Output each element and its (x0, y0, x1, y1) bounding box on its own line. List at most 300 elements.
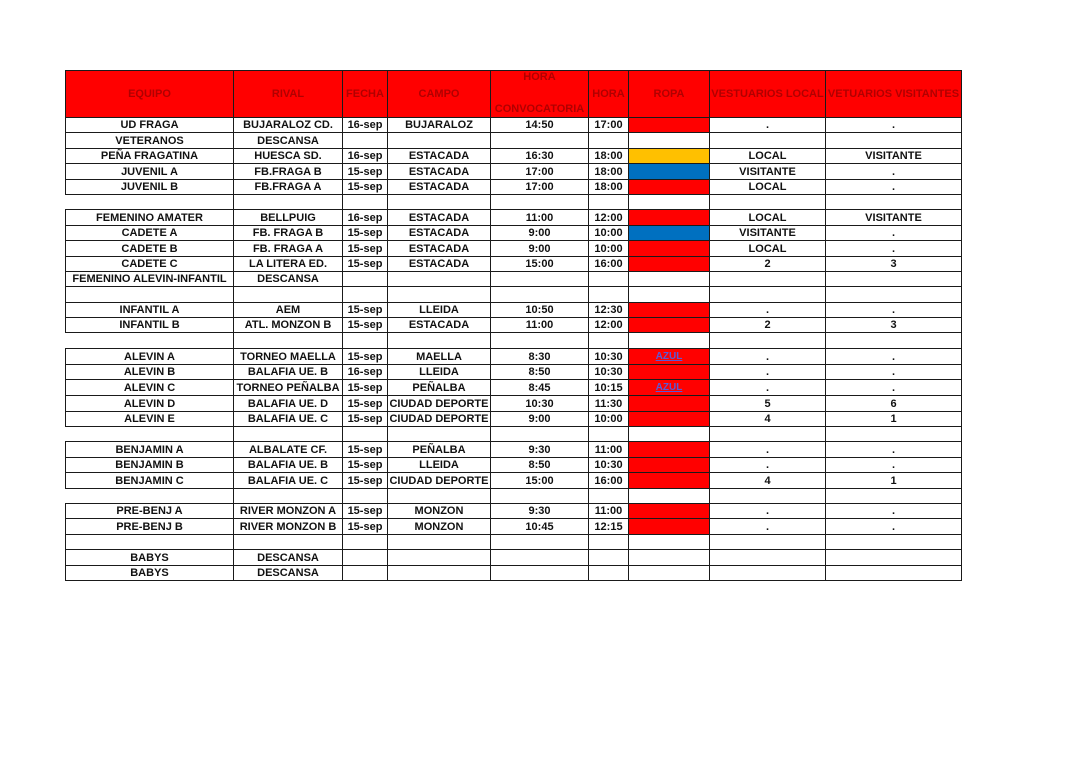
cell-hora (589, 550, 629, 565)
cell-ropa-red-swatch (629, 256, 710, 271)
cell-fecha: 16-sep (343, 210, 388, 225)
cell-vestuarios-visitantes: . (826, 164, 962, 179)
cell-hora: 11:00 (589, 442, 629, 457)
cell-equipo: ALEVIN C (66, 380, 234, 396)
cell-campo: ESTACADA (388, 225, 491, 240)
cell-vestuarios-local: LOCAL (710, 241, 826, 256)
cell-ropa (629, 534, 710, 549)
cell-fecha: 16-sep (343, 364, 388, 379)
cell-hora: 18:00 (589, 148, 629, 163)
cell-equipo (66, 427, 234, 442)
cell-vestuarios-local: VISITANTE (710, 164, 826, 179)
cell-hora-convocatoria: 8:50 (491, 364, 589, 379)
cell-campo: LLEIDA (388, 364, 491, 379)
cell-vestuarios-local: . (710, 503, 826, 518)
cell-ropa-white-swatch (629, 271, 710, 286)
cell-rival: BUJARALOZ CD. (234, 118, 343, 133)
cell-vestuarios-visitantes (826, 427, 962, 442)
cell-vestuarios-visitantes: . (826, 118, 962, 133)
header-fecha: FECHA (343, 71, 388, 118)
header-equipo: EQUIPO (66, 71, 234, 118)
header-campo: CAMPO (388, 71, 491, 118)
cell-ropa-red-swatch (629, 442, 710, 457)
cell-vestuarios-local (710, 133, 826, 148)
table-header (66, 71, 962, 118)
table-row (66, 164, 962, 179)
cell-ropa-red-swatch (629, 302, 710, 317)
cell-vestuarios-local (710, 287, 826, 302)
cell-campo (388, 271, 491, 286)
cell-hora-convocatoria: 9:00 (491, 241, 589, 256)
cell-vestuarios-visitantes: . (826, 503, 962, 518)
cell-vestuarios-local (710, 427, 826, 442)
cell-campo (388, 550, 491, 565)
cell-fecha: 15-sep (343, 396, 388, 411)
cell-hora: 16:00 (589, 473, 629, 488)
table-row (66, 256, 962, 271)
cell-equipo: ALEVIN E (66, 411, 234, 426)
cell-fecha: 15-sep (343, 164, 388, 179)
cell-campo: CIUDAD DEPORTE (389, 397, 489, 410)
table-row (66, 550, 962, 565)
cell-ropa-red-swatch (629, 519, 710, 534)
cell-equipo: BENJAMIN A (66, 442, 234, 457)
cell-rival: ATL. MONZON B (234, 318, 343, 333)
cell-vestuarios-local: . (710, 442, 826, 457)
cell-vestuarios-local: . (710, 380, 826, 396)
cell-ropa-red-swatch (629, 473, 710, 488)
cell-vestuarios-visitantes: . (826, 302, 962, 317)
table-row (66, 473, 962, 488)
table-row (66, 148, 962, 163)
cell-vestuarios-local: . (710, 364, 826, 379)
cell-hora: 12:00 (589, 318, 629, 333)
cell-hora (589, 333, 629, 348)
cell-campo: MAELLA (388, 348, 491, 364)
cell-rival: BALAFIA UE. B (234, 364, 343, 379)
cell-hora-convocatoria: 17:00 (491, 164, 589, 179)
cell-vestuarios-visitantes: . (826, 241, 962, 256)
cell-fecha (343, 287, 388, 302)
cell-equipo: INFANTIL B (66, 318, 234, 333)
cell-vestuarios-visitantes (826, 550, 962, 565)
cell-rival: BALAFIA UE. B (234, 457, 343, 472)
cell-hora: 10:30 (589, 348, 629, 364)
cell-campo: LLEIDA (388, 457, 491, 472)
cell-hora (589, 427, 629, 442)
cell-vestuarios-local: . (710, 519, 826, 534)
cell-fecha: 15-sep (343, 380, 388, 396)
cell-campo (388, 133, 491, 148)
cell-rival (234, 488, 343, 503)
cell-ropa (629, 287, 710, 302)
cell-hora-convocatoria: 16:30 (491, 148, 589, 163)
cell-hora: 10:00 (589, 411, 629, 426)
cell-vestuarios-local: . (710, 302, 826, 317)
cell-ropa (629, 427, 710, 442)
cell-vestuarios-visitantes: 1 (826, 411, 962, 426)
cell-fecha: 15-sep (343, 503, 388, 518)
table-row (66, 503, 962, 518)
header-ropa: ROPA (629, 71, 710, 118)
cell-hora-convocatoria: 10:30 (491, 396, 589, 411)
cell-hora: 12:30 (589, 302, 629, 317)
cell-hora: 10:00 (589, 241, 629, 256)
cell-vestuarios-local (710, 550, 826, 565)
table-row (66, 118, 962, 133)
cell-equipo: BENJAMIN C (66, 473, 234, 488)
cell-rival: ALBALATE CF. (234, 442, 343, 457)
cell-fecha: 15-sep (343, 256, 388, 271)
cell-ropa-red-swatch (629, 411, 710, 426)
cell-vestuarios-visitantes (826, 133, 962, 148)
cell-vestuarios-visitantes (826, 287, 962, 302)
table-row (66, 442, 962, 457)
cell-vestuarios-visitantes: . (826, 380, 962, 396)
cell-vestuarios-local (710, 333, 826, 348)
cell-hora: 18:00 (589, 164, 629, 179)
cell-rival (234, 427, 343, 442)
cell-fecha: 16-sep (343, 118, 388, 133)
cell-fecha (343, 271, 388, 286)
cell-ropa (629, 488, 710, 503)
cell-hora: 16:00 (589, 256, 629, 271)
cell-vestuarios-visitantes: VISITANTE (826, 148, 962, 163)
cell-hora: 12:00 (589, 210, 629, 225)
cell-vestuarios-visitantes: . (826, 179, 962, 194)
cell-vestuarios-local: . (710, 348, 826, 364)
cell-vestuarios-visitantes: . (826, 225, 962, 240)
cell-campo: ESTACADA (388, 318, 491, 333)
cell-rival: TORNEO PEÑALBA (234, 380, 343, 396)
table-row (66, 179, 962, 194)
spacer-row (66, 488, 962, 503)
cell-campo: CIUDAD DEPORTE (389, 474, 489, 487)
cell-hora: 11:30 (589, 396, 629, 411)
cell-ropa-white-swatch (629, 550, 710, 565)
cell-fecha (343, 194, 388, 209)
cell-equipo: CADETE A (66, 225, 234, 240)
cell-rival (234, 194, 343, 209)
cell-hora-convocatoria (491, 550, 589, 565)
cell-fecha: 15-sep (343, 442, 388, 457)
table-row (66, 302, 962, 317)
cell-ropa-red-swatch (629, 380, 710, 396)
cell-fecha: 15-sep (343, 457, 388, 472)
cell-equipo: ALEVIN A (66, 348, 234, 364)
cell-rival (234, 287, 343, 302)
cell-campo: BUJARALOZ (388, 118, 491, 133)
table-row (66, 364, 962, 379)
cell-hora (589, 194, 629, 209)
cell-rival: RIVER MONZON A (234, 503, 343, 518)
table-body (66, 118, 962, 581)
cell-hora-convocatoria (491, 133, 589, 148)
cell-hora (589, 488, 629, 503)
cell-hora-convocatoria (491, 488, 589, 503)
cell-hora (589, 287, 629, 302)
cell-vestuarios-local (710, 565, 826, 580)
cell-vestuarios-visitantes (826, 333, 962, 348)
cell-vestuarios-local (710, 488, 826, 503)
header-hora: HORA (589, 71, 629, 118)
cell-vestuarios-local: 2 (710, 318, 826, 333)
cell-rival: BALAFIA UE. C (234, 473, 343, 488)
cell-rival: AEM (234, 302, 343, 317)
cell-vestuarios-visitantes: 6 (826, 396, 962, 411)
header-vestuarios-visitantes: VETUARIOS VISITANTES (826, 71, 962, 118)
cell-rival: FB.FRAGA B (234, 164, 343, 179)
header-row (66, 71, 962, 118)
cell-equipo: JUVENIL A (66, 164, 234, 179)
cell-ropa-white-swatch (629, 565, 710, 580)
cell-rival (234, 534, 343, 549)
table-row (66, 519, 962, 534)
spacer-row (66, 427, 962, 442)
cell-vestuarios-visitantes (826, 194, 962, 209)
cell-campo: ESTACADA (388, 256, 491, 271)
cell-fecha: 15-sep (343, 473, 388, 488)
cell-equipo (66, 534, 234, 549)
cell-hora-convocatoria: 8:45 (491, 380, 589, 396)
cell-vestuarios-local: 4 (710, 473, 826, 488)
cell-hora-convocatoria: 15:00 (491, 473, 589, 488)
cell-vestuarios-visitantes: . (826, 442, 962, 457)
cell-equipo: PRE-BENJ B (66, 519, 234, 534)
header-hora-convocatoria-line1: HORA (523, 71, 556, 83)
cell-hora-convocatoria: 9:00 (491, 225, 589, 240)
cell-equipo (66, 333, 234, 348)
cell-vestuarios-local: VISITANTE (710, 225, 826, 240)
cell-ropa-red-swatch (629, 503, 710, 518)
cell-campo: PEÑALBA (388, 380, 491, 396)
cell-campo (388, 488, 491, 503)
cell-fecha: 15-sep (343, 318, 388, 333)
cell-rival: DESCANSA (234, 565, 343, 580)
cell-rival: DESCANSA (234, 133, 343, 148)
cell-vestuarios-local (710, 194, 826, 209)
cell-vestuarios-visitantes (826, 565, 962, 580)
cell-vestuarios-visitantes: . (826, 348, 962, 364)
cell-equipo: INFANTIL A (66, 302, 234, 317)
spacer-row (66, 534, 962, 549)
header-vestuarios-local: VESTUARIOS LOCAL (710, 71, 826, 118)
cell-vestuarios-visitantes: . (826, 457, 962, 472)
cell-vestuarios-local: LOCAL (710, 179, 826, 194)
cell-fecha (343, 333, 388, 348)
header-rival: RIVAL (234, 71, 343, 118)
ropa-azul-link[interactable]: AZUL (655, 350, 683, 362)
cell-campo: ESTACADA (388, 164, 491, 179)
cell-equipo: VETERANOS (66, 133, 234, 148)
cell-vestuarios-visitantes: 1 (826, 473, 962, 488)
cell-equipo: BENJAMIN B (66, 457, 234, 472)
cell-vestuarios-local (710, 271, 826, 286)
cell-rival: BALAFIA UE. D (234, 396, 343, 411)
cell-ropa-red-swatch (629, 118, 710, 133)
cell-hora: 10:30 (589, 364, 629, 379)
cell-equipo (66, 194, 234, 209)
cell-vestuarios-visitantes: 3 (826, 256, 962, 271)
cell-campo (388, 565, 491, 580)
ropa-azul-link[interactable]: AZUL (655, 382, 683, 394)
cell-hora-convocatoria: 9:00 (491, 411, 589, 426)
cell-hora: 10:15 (589, 380, 629, 396)
cell-rival: DESCANSA (234, 271, 343, 286)
match-schedule-table (65, 70, 962, 581)
spacer-row (66, 333, 962, 348)
cell-equipo: FEMENINO AMATER (66, 210, 234, 225)
cell-rival: BELLPUIG (234, 210, 343, 225)
cell-ropa-red-swatch (629, 210, 710, 225)
cell-hora (589, 133, 629, 148)
cell-equipo: ALEVIN B (66, 364, 234, 379)
cell-rival: LA LITERA ED. (234, 256, 343, 271)
cell-rival: FB. FRAGA B (234, 225, 343, 240)
cell-vestuarios-local: LOCAL (710, 210, 826, 225)
table-row (66, 271, 962, 286)
cell-equipo: CADETE B (66, 241, 234, 256)
cell-ropa-red-swatch (629, 318, 710, 333)
cell-ropa-red-swatch (629, 241, 710, 256)
cell-fecha: 15-sep (343, 519, 388, 534)
cell-hora-convocatoria: 8:50 (491, 457, 589, 472)
cell-vestuarios-local: 2 (710, 256, 826, 271)
cell-hora (589, 534, 629, 549)
cell-rival: TORNEO MAELLA (234, 348, 343, 364)
cell-vestuarios-local: 5 (710, 396, 826, 411)
cell-vestuarios-local: LOCAL (710, 148, 826, 163)
table-row (66, 380, 962, 396)
cell-hora: 17:00 (589, 118, 629, 133)
cell-hora-convocatoria: 11:00 (491, 318, 589, 333)
cell-fecha: 15-sep (343, 411, 388, 426)
cell-rival: BALAFIA UE. C (234, 411, 343, 426)
cell-ropa-red-swatch (629, 457, 710, 472)
cell-equipo: ALEVIN D (66, 396, 234, 411)
cell-hora-convocatoria (491, 427, 589, 442)
cell-hora: 10:00 (589, 225, 629, 240)
cell-campo: MONZON (388, 519, 491, 534)
cell-equipo (66, 488, 234, 503)
cell-vestuarios-visitantes (826, 488, 962, 503)
cell-vestuarios-visitantes: 3 (826, 318, 962, 333)
table-row (66, 225, 962, 240)
cell-equipo: FEMENINO ALEVIN-INFANTIL (66, 271, 234, 286)
cell-hora: 12:15 (589, 519, 629, 534)
cell-equipo: JUVENIL B (66, 179, 234, 194)
cell-vestuarios-visitantes (826, 271, 962, 286)
table-row (66, 411, 962, 426)
cell-equipo: UD FRAGA (66, 118, 234, 133)
cell-hora: 18:00 (589, 179, 629, 194)
table-row (66, 241, 962, 256)
cell-equipo: PEÑA FRAGATINA (66, 148, 234, 163)
cell-equipo: BABYS (66, 550, 234, 565)
cell-vestuarios-visitantes: . (826, 364, 962, 379)
cell-campo: PEÑALBA (388, 442, 491, 457)
cell-ropa-red-swatch (629, 348, 710, 364)
cell-hora-convocatoria (491, 271, 589, 286)
cell-hora-convocatoria: 10:45 (491, 519, 589, 534)
cell-hora-convocatoria: 15:00 (491, 256, 589, 271)
cell-ropa-red-swatch (629, 396, 710, 411)
schedule-sheet (65, 70, 962, 581)
cell-equipo: PRE-BENJ A (66, 503, 234, 518)
cell-hora-convocatoria (491, 287, 589, 302)
spacer-row (66, 194, 962, 209)
cell-equipo: BABYS (66, 565, 234, 580)
cell-ropa-red-swatch (629, 364, 710, 379)
cell-ropa-blue-swatch (629, 225, 710, 240)
cell-fecha: 15-sep (343, 241, 388, 256)
cell-hora (589, 271, 629, 286)
cell-campo (388, 427, 491, 442)
cell-hora-convocatoria: 9:30 (491, 442, 589, 457)
table-row (66, 133, 962, 148)
cell-vestuarios-local: 4 (710, 411, 826, 426)
cell-equipo (66, 287, 234, 302)
cell-equipo: CADETE C (66, 256, 234, 271)
cell-fecha: 16-sep (343, 148, 388, 163)
table-row (66, 457, 962, 472)
cell-fecha (343, 534, 388, 549)
cell-campo: ESTACADA (388, 210, 491, 225)
cell-ropa-yellow-swatch (629, 148, 710, 163)
cell-vestuarios-visitantes: . (826, 519, 962, 534)
cell-hora: 10:30 (589, 457, 629, 472)
header-hora-convocatoria (491, 71, 589, 118)
cell-fecha (343, 565, 388, 580)
cell-ropa (629, 333, 710, 348)
cell-rival: HUESCA SD. (234, 148, 343, 163)
cell-fecha (343, 550, 388, 565)
cell-hora-convocatoria (491, 194, 589, 209)
cell-campo: MONZON (388, 503, 491, 518)
cell-fecha (343, 133, 388, 148)
cell-rival: DESCANSA (234, 550, 343, 565)
cell-hora-convocatoria (491, 534, 589, 549)
cell-hora-convocatoria (491, 565, 589, 580)
cell-hora-convocatoria: 10:50 (491, 302, 589, 317)
cell-campo: ESTACADA (388, 241, 491, 256)
cell-ropa-white-swatch (629, 133, 710, 148)
cell-campo (388, 534, 491, 549)
cell-vestuarios-local (710, 534, 826, 549)
cell-vestuarios-local: . (710, 457, 826, 472)
cell-ropa-red-swatch (629, 179, 710, 194)
cell-campo (388, 287, 491, 302)
cell-vestuarios-visitantes: VISITANTE (826, 210, 962, 225)
cell-hora-convocatoria: 11:00 (491, 210, 589, 225)
spacer-row (66, 287, 962, 302)
table-row (66, 318, 962, 333)
cell-fecha: 15-sep (343, 302, 388, 317)
table-row (66, 348, 962, 364)
table-row (66, 565, 962, 580)
cell-campo: LLEIDA (388, 302, 491, 317)
cell-hora: 11:00 (589, 503, 629, 518)
cell-hora-convocatoria: 17:00 (491, 179, 589, 194)
cell-rival: FB. FRAGA A (234, 241, 343, 256)
cell-rival: FB.FRAGA A (234, 179, 343, 194)
cell-rival (234, 333, 343, 348)
cell-fecha (343, 427, 388, 442)
table-row (66, 210, 962, 225)
cell-fecha: 15-sep (343, 348, 388, 364)
cell-campo: ESTACADA (388, 179, 491, 194)
cell-hora-convocatoria: 14:50 (491, 118, 589, 133)
